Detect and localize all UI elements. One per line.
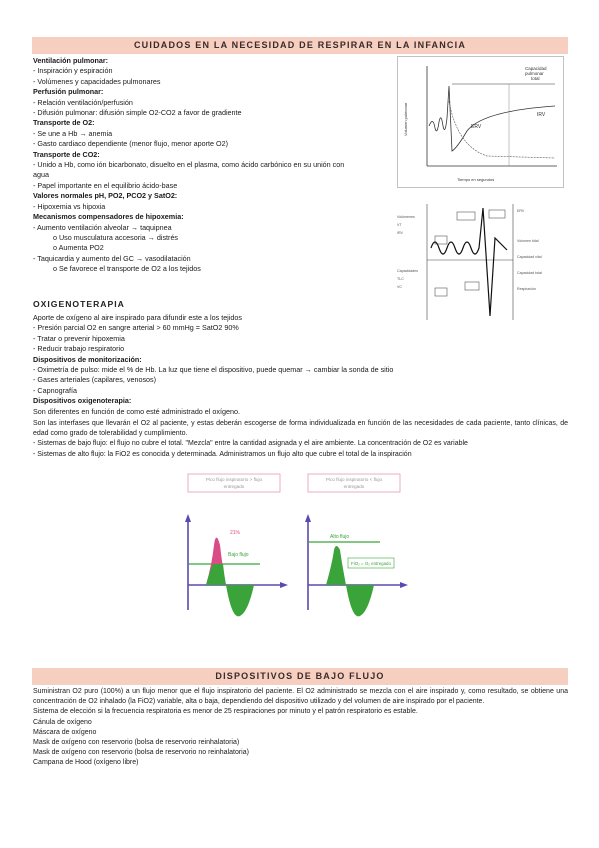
sec2-line: - Gases arteriales (capilares, venosos) [33,375,157,385]
svg-text:Capacidad vital: Capacidad vital [517,255,542,259]
box-left-line2: entregado [223,484,245,489]
high-flow-line: - Sistemas de alto flujo: la FiO2 es conocida y determinada. Administramos un flujo alto que cubre el total de la inspiración [33,450,412,458]
svg-text:Volumen tidal: Volumen tidal [517,239,539,243]
sec1-line: - Inspiración y espiración [33,66,113,76]
spirometry-figure [397,56,564,188]
left-label-bajo: Bajo flujo [228,552,249,558]
svg-text:ERV: ERV [471,124,482,130]
device-list-item: Campana de Hood (oxígeno libre) [33,759,139,767]
low-flow-para2: Sistema de elección si la frecuencia respiratoria es menor de 25 respiraciones por minuto y el patrón respiratorio es estable. [33,708,418,716]
low-flow-para1: Suministran O2 puro (100%) a un flujo menor que el flujo inspiratorio del paciente. El O2 administrado se mezcla con el aire inspirado y, como resultado, se obtiene una concentración de O2 inhalado (la FiO2) variable, alta o baja, dependiendo del dispositivo utilizado y del volumen de aire inspirado por el paciente. [33,688,568,706]
sec1-line: - Hipoxemia vs hipoxia [33,201,106,211]
svg-text:TLC: TLC [397,277,404,281]
heading-oxigenoterapia: OXIGENOTERAPIA [33,299,125,309]
svg-text:VT: VT [397,223,402,227]
low-flow-line: - Sistemas de bajo flujo: el flujo no cubre el total. "Mezcla" entre la cantidad asignada y el aire ambiente. La concentración de O2 es variable [33,440,468,448]
sec2-line: Dispositivos oxigenoterapia: [33,396,132,406]
sec1-line: - Se une a Hb → anemia [33,128,113,138]
sec1-line: Valores normales pH, PO2, PCO2 y SatO2: [33,191,178,201]
svg-text:Tiempo en segundos: Tiempo en segundos [457,177,495,182]
sec2-line: Aporte de oxígeno al aire inspirado para difundir este a los tejidos [33,313,242,322]
device-list-item: Mask de oxígeno con reservorio (bolsa de reservorio no reinhalatoria) [33,749,249,757]
sec1-line: Mecanismos compensadores de hipoxemia: [33,212,184,222]
box-right-line2: entregado [343,484,365,489]
svg-text:total: total [531,76,540,81]
sec1-line: agua [33,170,49,180]
sec2-line: - Reducir trabajo respiratorio [33,344,125,354]
sec1-line: Perfusión pulmonar: [33,87,104,97]
sec1-line: - Relación ventilación/perfusión [33,97,133,107]
sec2-line: Son diferentes en función de como esté administrado el oxígeno. [33,406,240,416]
svg-text:Volumen pulmonar: Volumen pulmonar [403,102,408,136]
svg-text:IRV: IRV [537,112,546,118]
sec2-line: - Oximetría de pulso: mide el % de Hb. La luz que tiene el dispositivo, puede quemar → cambiar la sonda de sitio [33,365,394,375]
left-label-21: 21% [230,530,241,536]
svg-text:Capacidad: Capacidad [525,66,547,71]
waveform-figure [395,198,567,326]
box-left-line1: Pico flujo inspiratorio > flujo [205,477,263,482]
sec1-line: Transporte de CO2: [33,149,100,159]
svg-text:Capacidad total: Capacidad total [517,271,542,275]
sec2-line: Dispositivos de monitorización: [33,354,142,364]
ventilation-section [33,56,344,275]
device-list-item: Cánula de oxígeno [33,718,92,726]
sec1-line: o Se favorece el transporte de O2 a los tejidos [53,264,201,274]
sec2-line: - Presión parcial O2 en sangre arterial > 60 mmHg = SatO2 90% [33,323,239,333]
sec1-line: - Volúmenes y capacidades pulmonares [33,76,161,86]
svg-text:ERV: ERV [517,209,525,213]
svg-text:IRV: IRV [397,231,403,235]
svg-text:Capacidades: Capacidades [397,269,418,273]
sec1-line: o Aumenta PO2 [53,243,104,253]
svg-text:Respiración: Respiración [517,287,536,291]
sec1-line: - Unido a Hb, como ión bicarbonato, disuelto en el plasma, como ácido carbónico en su unión con [33,160,345,170]
sec2-line: - Tratar o prevenir hipoxemia [33,333,125,343]
svg-text:Volúmenes: Volúmenes [397,215,415,219]
device-list-item: Máscara de oxígeno [33,728,97,736]
sec2-line: - Capnografía [33,385,77,395]
low-flow-devices-section [33,687,568,769]
flow-comparison-figure [180,470,420,620]
interfaces-paragraph [33,419,568,460]
box-right-line1: Pico flujo inspiratorio < flujo [325,477,383,482]
oxygen-therapy-section [33,313,393,417]
right-label-fio2: FiO₂ = O₂ entregado [351,561,391,566]
sec1-line: - Papel importante en el equilibrio ácido-base [33,180,178,190]
interfaces-text: Son las interfases que llevarán el O2 al paciente, y estas deberán escogerse de forma individualizada en función de las necesidades de cada paciente, tanto clínicas, de edad como grado de tolerabilidad y cumplimiento. [33,420,568,438]
svg-text:pulmonar: pulmonar [525,71,544,76]
sec1-line: - Aumento ventilación alveolar → taquipnea [33,222,172,232]
sec1-line: - Difusión pulmonar: difusión simple O2-CO2 a favor de gradiente [33,108,242,118]
sec1-line: Ventilación pulmonar: [33,56,109,65]
sec1-line: - Taquicardia y aumento del GC → vasodilatación [33,253,191,263]
svg-text:VC: VC [397,285,402,289]
section-banner-cuidados: CUIDADOS EN LA NECESIDAD DE RESPIRAR EN LA INFANCIA [32,37,568,54]
right-label-alto: Alto flujo [330,534,350,540]
device-list-item: Mask de oxígeno con reservorio (bolsa de reservorio reinhalatoria) [33,739,240,747]
section-banner-bajo-flujo: DISPOSITIVOS DE BAJO FLUJO [32,668,568,685]
sec1-line: - Gasto cardiaco dependiente (menor flujo, menor aporte O2) [33,139,228,149]
sec1-line: Transporte de O2: [33,118,95,128]
sec1-line: o Uso musculatura accesoria → distrés [53,232,179,242]
